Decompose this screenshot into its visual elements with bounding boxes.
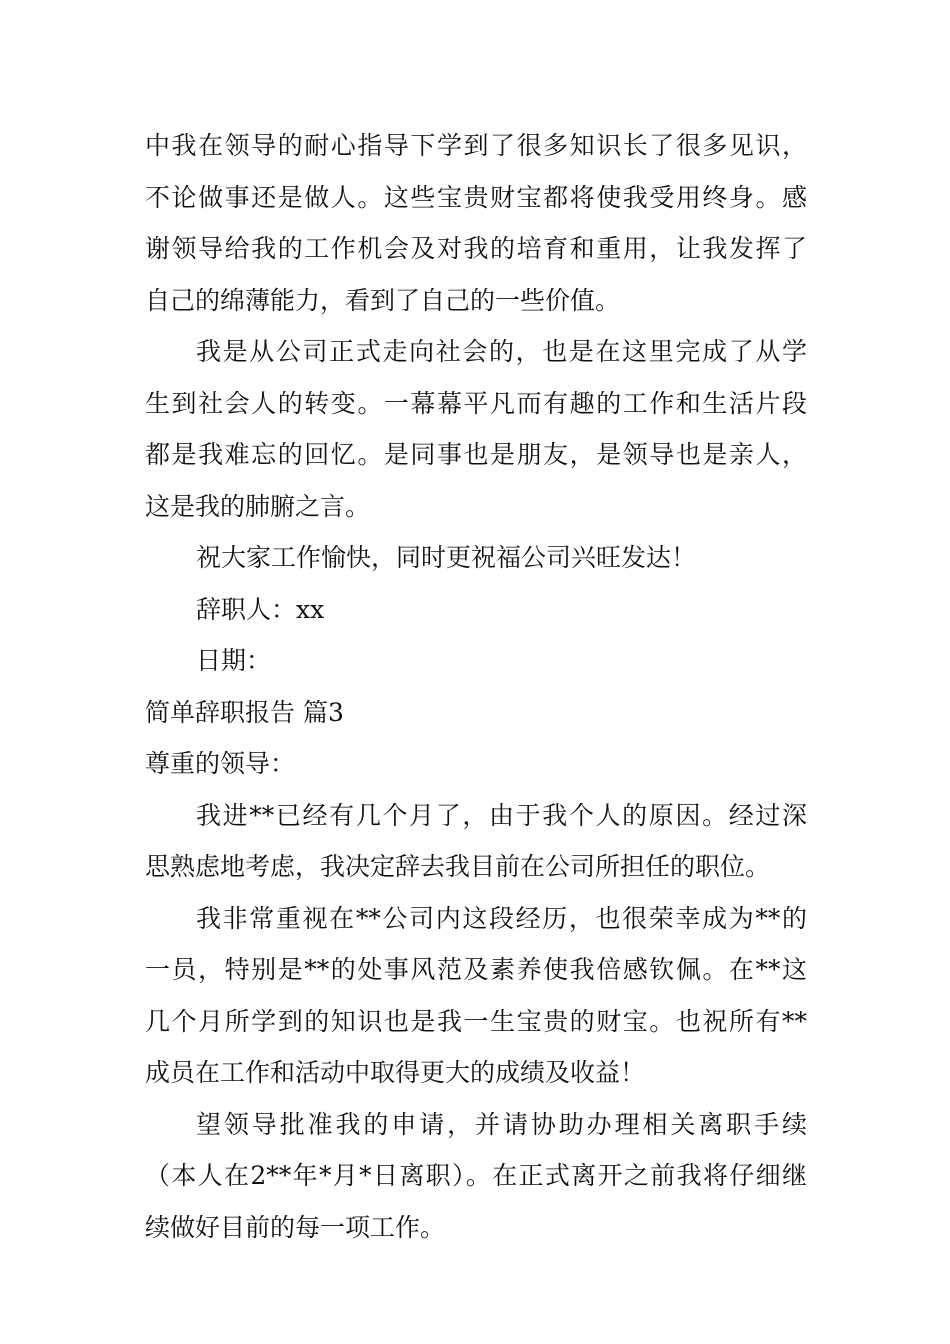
resigner-signature: 辞职人：xx <box>196 594 325 624</box>
paragraph-line: 谢领导给我的工作机会及对我的培育和重用，让我发挥了 <box>145 234 807 263</box>
paragraph-line: 不论做事还是做人。这些宝贵财宝都将使我受用终身。感 <box>145 182 807 212</box>
paragraph-line: 自己的绵薄能力，看到了自己的一些价值。 <box>145 285 621 315</box>
document-page <box>145 120 807 1253</box>
closing-wishes: 祝大家工作愉快，同时更祝福公司兴旺发达！ <box>196 543 697 572</box>
paragraph-line: 几个月所学到的知识也是我一生宝贵的财宝。也祝所有** <box>145 1006 807 1036</box>
paragraph-line: 我是从公司正式走向社会的，也是在这里完成了从学 <box>196 337 807 366</box>
paragraph-line: 这是我的肺腑之言。 <box>145 491 371 521</box>
paragraph-line: 续做好目前的每一项工作。 <box>145 1212 446 1242</box>
paragraph-line: 生到社会人的转变。一幕幕平凡而有趣的工作和生活片段 <box>145 388 807 418</box>
paragraph-2 <box>145 326 807 532</box>
paragraph-line: 我进**已经有几个月了，由于我个人的原因。经过深 <box>196 800 807 830</box>
paragraph-line: 都是我难忘的回忆。是同事也是朋友，是领导也是亲人， <box>145 440 807 469</box>
paragraph-line: 我非常重视在**公司内这段经历，也很荣幸成为**的 <box>196 903 807 933</box>
paragraph-line: 望领导批准我的申请，并请协助办理相关离职手续 <box>196 1109 807 1139</box>
date-field: 日期： <box>196 646 272 675</box>
paragraph-5 <box>145 1099 807 1254</box>
section-title: 简单辞职报告 篇3 <box>145 697 344 727</box>
salutation: 尊重的领导： <box>145 749 296 778</box>
paragraph-line: 成员在工作和活动中取得更大的成绩及收益！ <box>145 1058 646 1087</box>
paragraph-3 <box>145 790 807 893</box>
paragraph-1 <box>145 120 807 326</box>
paragraph-line: 中我在领导的耐心指导下学到了很多知识长了很多见识， <box>145 131 807 160</box>
paragraph-line: （本人在2**年*月*日离职）。在正式离开之前我将仔细继 <box>145 1161 807 1190</box>
paragraph-line: 一员，特别是**的处事风范及素养使我倍感钦佩。在**这 <box>145 955 807 984</box>
paragraph-line: 思熟虑地考虑，我决定辞去我目前在公司所担任的职位。 <box>145 852 771 881</box>
paragraph-4 <box>145 893 807 1099</box>
